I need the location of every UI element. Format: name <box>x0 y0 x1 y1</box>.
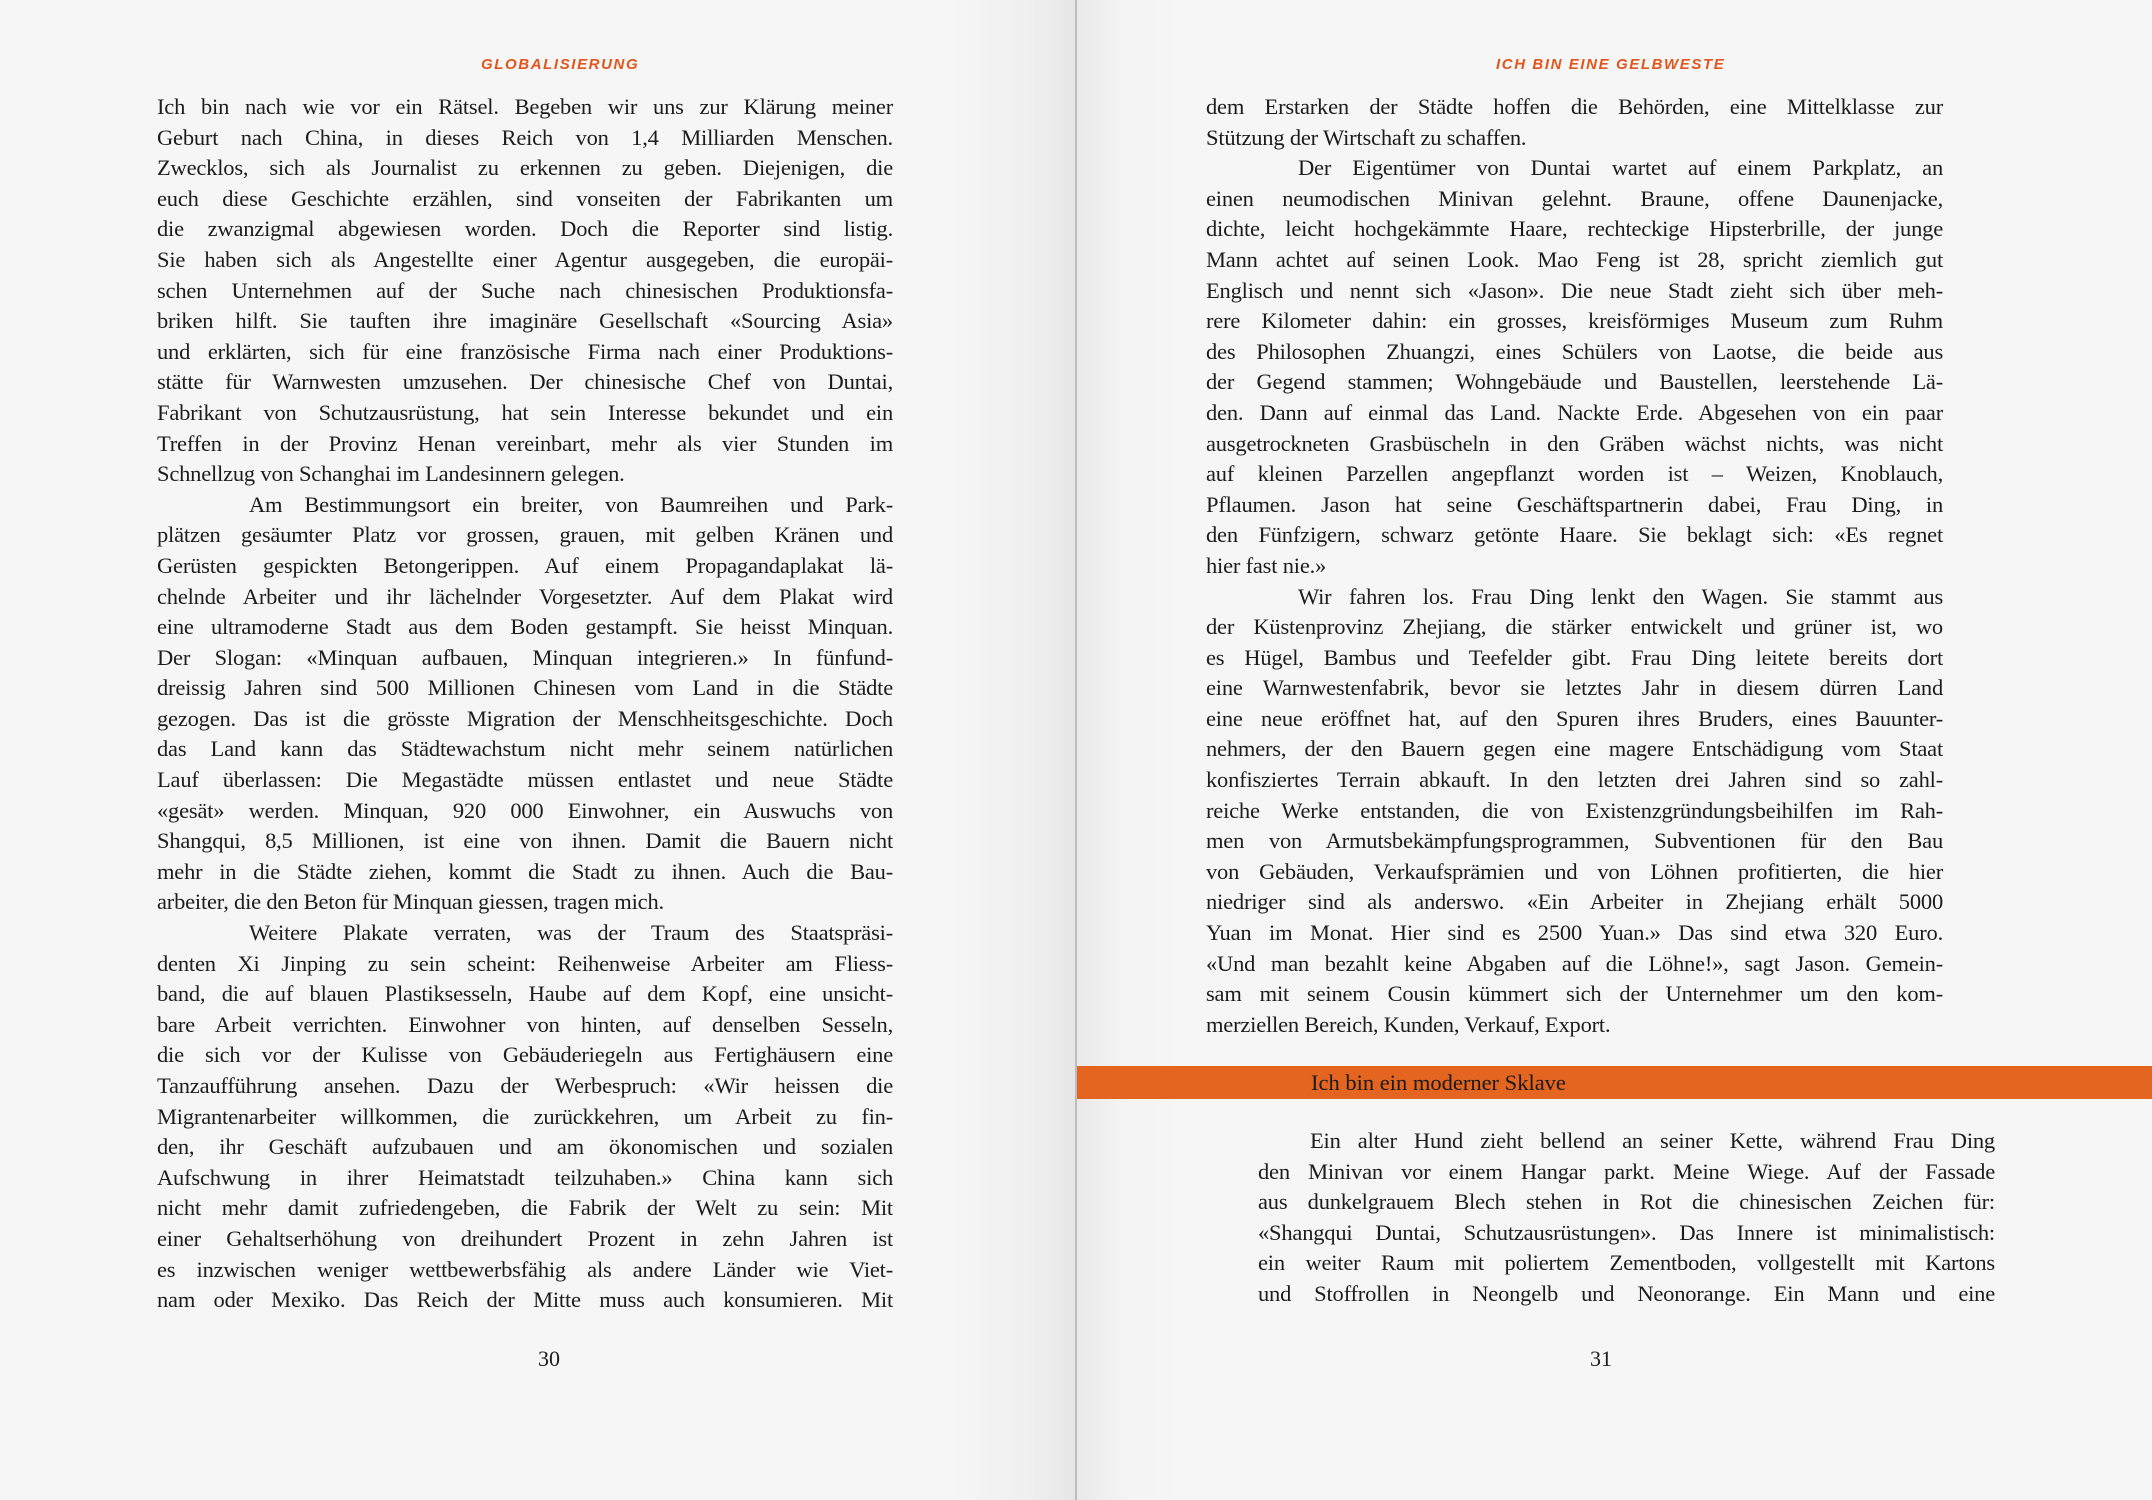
running-head-right: ICH BIN EINE GELBWESTE <box>1496 56 1726 73</box>
text-line: chelnde Arbeiter und ihr lächelnder Vorgesetzter. Auf dem Plakat wird <box>157 583 893 609</box>
page-number-right: 31 <box>1590 1346 1612 1371</box>
text-line: denten Xi Jinping zu sein scheint: Reihenweise Arbeiter am Fliess- <box>157 950 893 976</box>
text-line: dreissig Jahren sind 500 Millionen Chinesen vom Land in die Städte <box>157 675 893 701</box>
text-line: Ich bin nach wie vor ein Rätsel. Begeben wir uns zur Klärung meiner <box>157 94 893 119</box>
text-line: Zwecklos, sich als Journalist zu erkennen zu geben. Diejenigen, die <box>157 155 893 181</box>
text-line: Migrantenarbeiter willkommen, die zurückkehren, um Arbeit zu fin- <box>157 1103 893 1129</box>
text-line: den Fünfzigern, schwarz getönte Haare. Sie beklagt sich: «Es regnet <box>1206 522 1943 548</box>
text-line: gezogen. Das ist die grösste Migration der Menschheitsgeschichte. Doch <box>157 705 893 731</box>
left-body-text <box>157 92 893 1316</box>
text-line: briken hilft. Sie tauften ihre imaginäre Gesellschaft «Sourcing Asia» <box>157 308 893 334</box>
text-line: dem Erstarken der Städte hoffen die Behörden, eine Mittelklasse zur <box>1206 94 1943 119</box>
text-line: «Und man bezahlt keine Abgaben auf die Löhne!», sagt Jason. Gemein- <box>1206 950 1943 976</box>
text-line: bare Arbeit verrichten. Einwohner von hinten, auf denselben Sesseln, <box>157 1011 893 1037</box>
text-line: euch diese Geschichte erzählen, sind vonseiten der Fabrikanten um <box>157 185 893 211</box>
text-line: nam oder Mexiko. Das Reich der Mitte muss auch konsumieren. Mit <box>157 1287 893 1313</box>
text-line: «Shangqui Duntai, Schutzausrüstungen». Das Innere ist minimalistisch: <box>1258 1219 1995 1245</box>
text-line: es Hügel, Bambus und Teefelder gibt. Frau Ding leitete bereits dort <box>1206 644 1943 670</box>
text-line: den. Dann auf einmal das Land. Nackte Erde. Abgesehen von ein paar <box>1206 399 1943 425</box>
text-line: und erklärten, sich für eine französische Firma nach einer Produktions- <box>157 338 893 364</box>
text-line: die sich vor der Kulisse von Gebäuderiegeln aus Fertighäusern eine <box>157 1042 893 1068</box>
text-line: Lauf überlassen: Die Megastädte müssen entlastet und neue Städte <box>157 767 893 793</box>
book-spine <box>1075 0 1077 1500</box>
text-line: und Stoffrollen in Neongelb und Neonorange. Ein Mann und eine <box>1258 1280 1995 1306</box>
text-line: stätte für Warnwesten umzusehen. Der chinesische Chef von Duntai, <box>157 369 893 395</box>
text-line: konfisziertes Terrain abkauft. In den letzten drei Jahren sind so zahl- <box>1206 767 1943 793</box>
text-line: eine ultramoderne Stadt aus dem Boden gestampft. Sie heisst Minquan. <box>157 614 893 640</box>
text-line: den, ihr Geschäft aufzubauen und am ökonomischen und sozialen <box>157 1134 893 1160</box>
running-head-left: GLOBALISIERUNG <box>481 56 640 73</box>
text-line: ausgetrockneten Grasbüscheln in den Gräben wächst nichts, was nicht <box>1206 430 1943 456</box>
text-line: arbeiter, die den Beton für Minquan giessen, tragen mich. <box>157 889 664 915</box>
text-line: Gerüsten gespickten Betongerippen. Auf einem Propagandaplakat lä- <box>157 552 893 578</box>
text-line: Der Eigentümer von Duntai wartet auf einem Parkplatz, an <box>1298 155 1943 181</box>
text-line: das Land kann das Städtewachstum nicht mehr seinem natürlichen <box>157 736 893 762</box>
text-line: merziellen Bereich, Kunden, Verkauf, Export. <box>1206 1011 1611 1037</box>
page-number-left: 30 <box>538 1346 560 1371</box>
text-line: men von Armutsbekämpfungsprogrammen, Subventionen für den Bau <box>1206 828 1943 854</box>
text-line: auf kleinen Parzellen angepflanzt worden ist – Weizen, Knoblauch, <box>1206 461 1943 487</box>
text-line: Englisch und nennt sich «Jason». Die neue Stadt zieht sich über meh- <box>1206 277 1943 303</box>
text-line: schen Unternehmen auf der Suche nach chinesischen Produktionsfa- <box>157 277 893 303</box>
text-line: es inzwischen weniger wettbewerbsfähig als andere Länder wie Viet- <box>157 1256 893 1282</box>
text-line: Aufschwung in ihrer Heimatstadt teilzuhaben.» China kann sich <box>157 1164 893 1190</box>
text-line: rere Kilometer dahin: ein grosses, kreisförmiges Museum zum Ruhm <box>1206 308 1943 334</box>
text-line: Yuan im Monat. Hier sind es 2500 Yuan.» Das sind etwa 320 Euro. <box>1206 920 1943 946</box>
text-line: von Gebäuden, Verkaufsprämien und von Löhnen profitierten, die hier <box>1206 858 1943 884</box>
text-line: Fabrikant von Schutzausrüstung, hat sein Interesse bekundet und ein <box>157 399 893 425</box>
text-line: ein weiter Raum mit poliertem Zementboden, vollgestellt mit Kartons <box>1258 1250 1995 1276</box>
text-line: Ein alter Hund zieht bellend an seiner Kette, während Frau Ding <box>1310 1128 1995 1153</box>
text-line: der Küstenprovinz Zhejiang, die stärker entwickelt und grüner ist, wo <box>1206 614 1943 640</box>
text-line: band, die auf blauen Plastiksesseln, Haube auf dem Kopf, eine unsicht- <box>157 981 893 1007</box>
text-line: mehr in die Städte ziehen, kommt die Stadt zu ihnen. Auch die Bau- <box>157 858 893 884</box>
text-line: den Minivan vor einem Hangar parkt. Meine Wiege. Auf der Fassade <box>1258 1158 1995 1184</box>
text-line: eine neue eröffnet hat, auf den Spuren ihres Bruders, eines Bauunter- <box>1206 705 1943 731</box>
text-line: einen neumodischen Minivan gelehnt. Braune, offene Daunenjacke, <box>1206 185 1943 211</box>
text-line: nicht mehr damit zufriedengeben, die Fabrik der Welt zu sein: Mit <box>157 1195 893 1221</box>
right-body-text <box>1206 92 1943 1040</box>
text-line: «gesät» werden. Minquan, 920 000 Einwohner, ein Auswuchs von <box>157 797 893 823</box>
text-line: Tanzaufführung ansehen. Dazu der Werbespruch: «Wir heissen die <box>157 1073 893 1098</box>
text-line: Pflaumen. Jason hat seine Geschäftspartnerin dabei, Frau Ding, in <box>1206 491 1943 517</box>
text-line: Treffen in der Provinz Henan vereinbart, mehr als vier Stunden im <box>157 430 893 456</box>
text-line: eine Warnwestenfabrik, bevor sie letztes Jahr in diesem dürren Land <box>1206 675 1943 701</box>
text-line: aus dunkelgrauem Blech stehen in Rot die chinesischen Zeichen für: <box>1258 1189 1995 1215</box>
text-line: sam mit seinem Cousin kümmert sich der Unternehmer um den kom- <box>1206 981 1943 1007</box>
text-line: die zwanzigmal abgewiesen worden. Doch die Reporter sind listig. <box>157 216 893 242</box>
right-body-text-lower <box>1258 1126 1995 1310</box>
text-line: Der Slogan: «Minquan aufbauen, Minquan integrieren.» In fünfund- <box>157 644 893 670</box>
text-line: Wir fahren los. Frau Ding lenkt den Wagen. Sie stammt aus <box>1298 583 1943 609</box>
text-line: Sie haben sich als Angestellte einer Agentur ausgegeben, die europäi- <box>157 246 893 272</box>
text-line: hier fast nie.» <box>1206 552 1327 578</box>
text-line: nehmers, der den Bauern gegen eine magere Entschädigung vom Staat <box>1206 736 1943 762</box>
text-line: des Philosophen Zhuangzi, eines Schülers von Laotse, die beide aus <box>1206 338 1943 364</box>
text-line: Geburt nach China, in dieses Reich von 1,4 Milliarden Menschen. <box>157 124 893 150</box>
text-line: niedriger sind als anderswo. «Ein Arbeiter in Zhejiang erhält 5000 <box>1206 889 1943 915</box>
section-subheading: Ich bin ein moderner Sklave <box>1311 1070 1566 1095</box>
text-line: Am Bestimmungsort ein breiter, von Baumreihen und Park- <box>249 491 893 517</box>
text-line: dichte, leicht hochgekämmte Haare, rechteckige Hipsterbrille, der junge <box>1206 216 1943 242</box>
text-line: Schnellzug von Schanghai im Landesinnern gelegen. <box>157 461 625 487</box>
text-line: der Gegend stammen; Wohngebäude und Baustellen, leerstehende Lä- <box>1206 369 1943 395</box>
text-line: reiche Werke entstanden, die von Existenzgründungsbeihilfen im Rah- <box>1206 797 1943 823</box>
text-line: einer Gehaltserhöhung von dreihundert Prozent in zehn Jahren ist <box>157 1225 893 1251</box>
text-line: plätzen gesäumter Platz vor grossen, grauen, mit gelben Kränen und <box>157 522 893 548</box>
text-line: Mann achtet auf seinen Look. Mao Feng ist 28, spricht ziemlich gut <box>1206 246 1943 272</box>
section-subheading-bar <box>1077 1066 2152 1099</box>
text-line: Shangqui, 8,5 Millionen, ist eine von ihnen. Damit die Bauern nicht <box>157 828 893 854</box>
text-line: Stützung der Wirtschaft zu schaffen. <box>1206 124 1527 150</box>
text-line: Weitere Plakate verraten, was der Traum des Staatspräsi- <box>249 920 893 946</box>
